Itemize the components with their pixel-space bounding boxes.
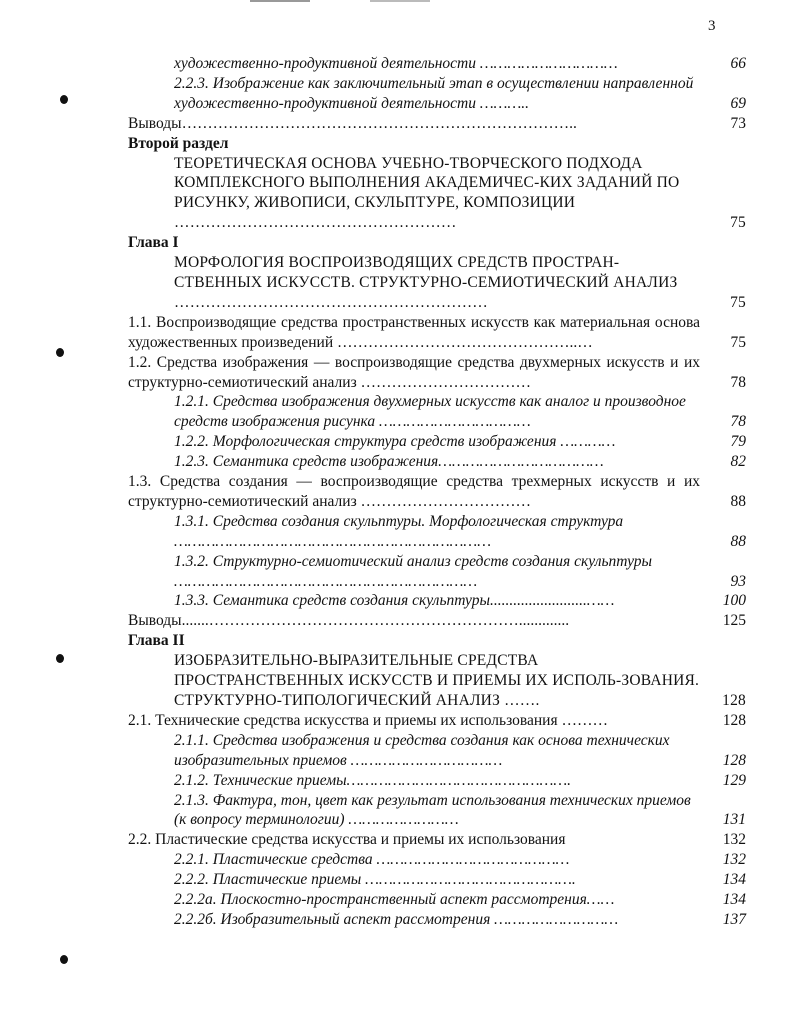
toc-entry-title: Выводы.......……………………………………………………............. [128, 612, 570, 630]
page-number: 3 [708, 18, 716, 34]
toc-entry [128, 830, 748, 850]
toc-entry [128, 512, 748, 552]
table-of-contents [128, 54, 748, 930]
toc-entry [128, 552, 748, 592]
toc-entry-title: художественно-продуктивной деятельности ………………………… [174, 55, 618, 72]
toc-entry-page: 128 [722, 711, 746, 729]
toc-entry [128, 771, 748, 791]
toc-entry [128, 114, 748, 134]
binder-hole-mark [56, 654, 64, 663]
toc-entry-page: 78 [730, 413, 746, 431]
toc-entry-page: 100 [722, 592, 746, 610]
toc-entry-page: 125 [722, 612, 746, 630]
toc-entry-title: 1.2.1. Средства изображения двухмерных искусств как аналог и производное средств изображения рисунка …………………………… [174, 393, 686, 431]
toc-entry-title: 2.2.1. Пластические средства …………………………………… [174, 851, 570, 869]
toc-entry [128, 651, 748, 711]
toc-entry-page: 132 [722, 851, 746, 869]
chapter-heading-title: Глава II [128, 632, 185, 650]
toc-entry [128, 253, 748, 313]
toc-entry-page: 79 [730, 433, 746, 451]
toc-entry [128, 870, 748, 890]
toc-entry-page: 128 [722, 692, 746, 709]
toc-entry-page: 88 [730, 492, 746, 510]
toc-entry [128, 54, 748, 74]
section-heading-title: Второй раздел [128, 134, 229, 152]
chapter-heading-title: Глава I [128, 234, 179, 252]
toc-entry-page: 75 [730, 293, 746, 311]
toc-entry-page: 131 [722, 811, 746, 829]
toc-entry [128, 731, 748, 771]
toc-entry-page: 134 [722, 871, 746, 889]
toc-entry [128, 154, 748, 234]
toc-entry-page: 73 [730, 114, 746, 132]
toc-entry-page: 69 [730, 94, 746, 112]
toc-entry-page: 78 [730, 373, 746, 391]
toc-entry [128, 890, 748, 910]
toc-entry-page: 66 [730, 55, 746, 72]
toc-entry-page: 82 [730, 453, 746, 471]
toc-entry-title: 1.3.3. Семантика средств создания скульптуры.........................…… [174, 592, 615, 610]
chapter-heading [128, 631, 748, 651]
toc-entry-title: Выводы………………………………………………………………….. [128, 114, 577, 132]
toc-entry-title: 1.1. Воспроизводящие средства пространственных искусств как материальная основа художественных произведений ………………………………………..… [128, 313, 700, 351]
toc-entry-title: ИЗОБРАЗИТЕЛЬНО-ВЫРАЗИТЕЛЬНЫЕ СРЕДСТВА ПРОСТРАНСТВЕННЫХ ИСКУССТВ И ПРИЕМЫ ИХ ИСПОЛЬ-ЗОВАНИЯ. СТРУКТУРНО-ТИПОЛОГИЧЕСКИЙ АНАЛИЗ ……. [174, 652, 700, 709]
toc-entry-page: 128 [722, 751, 746, 769]
toc-entry-page: 75 [730, 214, 746, 232]
toc-entry [128, 791, 748, 831]
toc-entry-title: 1.3.1. Средства создания скульптуры. Морфологическая структура …………………………………………………………… [174, 512, 624, 550]
toc-entry [128, 452, 748, 472]
toc-entry-page: 134 [722, 891, 746, 909]
toc-entry-page: 88 [730, 532, 746, 550]
toc-entry-title: 2.2.2б. Изобразительный аспект рассмотрения ……………………… [174, 910, 619, 928]
toc-entry-page: 137 [722, 910, 746, 928]
toc-entry [128, 313, 748, 353]
toc-entry-title: 2.2. Пластические средства искусства и приемы их использования [128, 831, 566, 849]
toc-entry-title: 2.1.2. Технические приемы…………………………………………. [174, 771, 572, 789]
toc-entry-title: 1.2.3. Семантика средств изображения……………………………… [174, 453, 604, 471]
toc-entry [128, 392, 748, 432]
toc-entry-title: 2.1.1. Средства изображения и средства создания как основа технических изобразительных приемов …………………………… [174, 731, 670, 769]
toc-entry [128, 591, 748, 611]
toc-entry-title: 2.2.2. Пластические приемы ………………………………………. [174, 871, 576, 889]
toc-entry [128, 611, 748, 631]
toc-entry-title: 2.2.2а. Плоскостно-пространственный аспект рассмотрения…… [174, 891, 615, 909]
toc-entry-title: МОРФОЛОГИЯ ВОСПРОИЗВОДЯЩИХ СРЕДСТВ ПРОСТРАН-СТВЕННЫХ ИСКУССТВ. СТРУКТУРНО-СЕМИОТИЧЕСКИЙ АНАЛИЗ …………………………………………………… [174, 254, 678, 311]
toc-entry-title: 1.3. Средства создания — воспроизводящие средства трехмерных искусств и их структурно-семиотический анализ …………………………… [128, 473, 700, 510]
binder-hole-mark [60, 955, 68, 964]
section-heading [128, 134, 748, 154]
toc-entry-title: 1.2. Средства изображения — воспроизводящие средства двухмерных искусств и их структурно-семиотический анализ …………………………… [128, 353, 700, 391]
toc-entry [128, 353, 748, 393]
toc-entry [128, 74, 748, 114]
toc-entry-title: 1.2.2. Морфологическая структура средств изображения ………… [174, 433, 616, 451]
toc-entry [128, 711, 748, 731]
toc-entry-page: 75 [730, 333, 746, 351]
toc-entry-title: ТЕОРЕТИЧЕСКАЯ ОСНОВА УЧЕБНО-ТВОРЧЕСКОГО ПОДХОДА КОМПЛЕКСНОГО ВЫПОЛНЕНИЯ АКАДЕМИЧЕС-КИХ ЗАДАНИЙ ПО РИСУНКУ, ЖИВОПИСИ, СКУЛЬПТУРЕ, КОМПОЗИЦИИ ……………………………………………… [174, 154, 680, 232]
toc-entry [128, 850, 748, 870]
toc-entry-title: 2.1.3. Фактура, тон, цвет как результат использования технических приемов (к вопросу терминологии) …………………… [174, 791, 691, 829]
toc-entry-title: 2.2.3. Изображение как заключительный этап в осуществлении направленной художественно-продуктивной деятельности ……….. [174, 74, 694, 112]
toc-entry-title: 2.1. Технические средства искусства и приемы их использования ……… [128, 711, 608, 729]
binder-hole-mark [56, 348, 64, 357]
chapter-heading [128, 233, 748, 253]
toc-entry-page: 132 [722, 831, 746, 849]
toc-entry [128, 432, 748, 452]
binder-hole-mark [60, 95, 68, 104]
toc-entry [128, 910, 748, 930]
toc-entry-page: 129 [722, 771, 746, 789]
toc-entry [128, 472, 748, 512]
scan-top-edge [250, 0, 550, 2]
toc-entry-page: 93 [730, 572, 746, 590]
toc-entry-title: 1.3.2. Структурно-семиотический анализ средств создания скульптуры ………………………………………………………… [174, 552, 653, 590]
